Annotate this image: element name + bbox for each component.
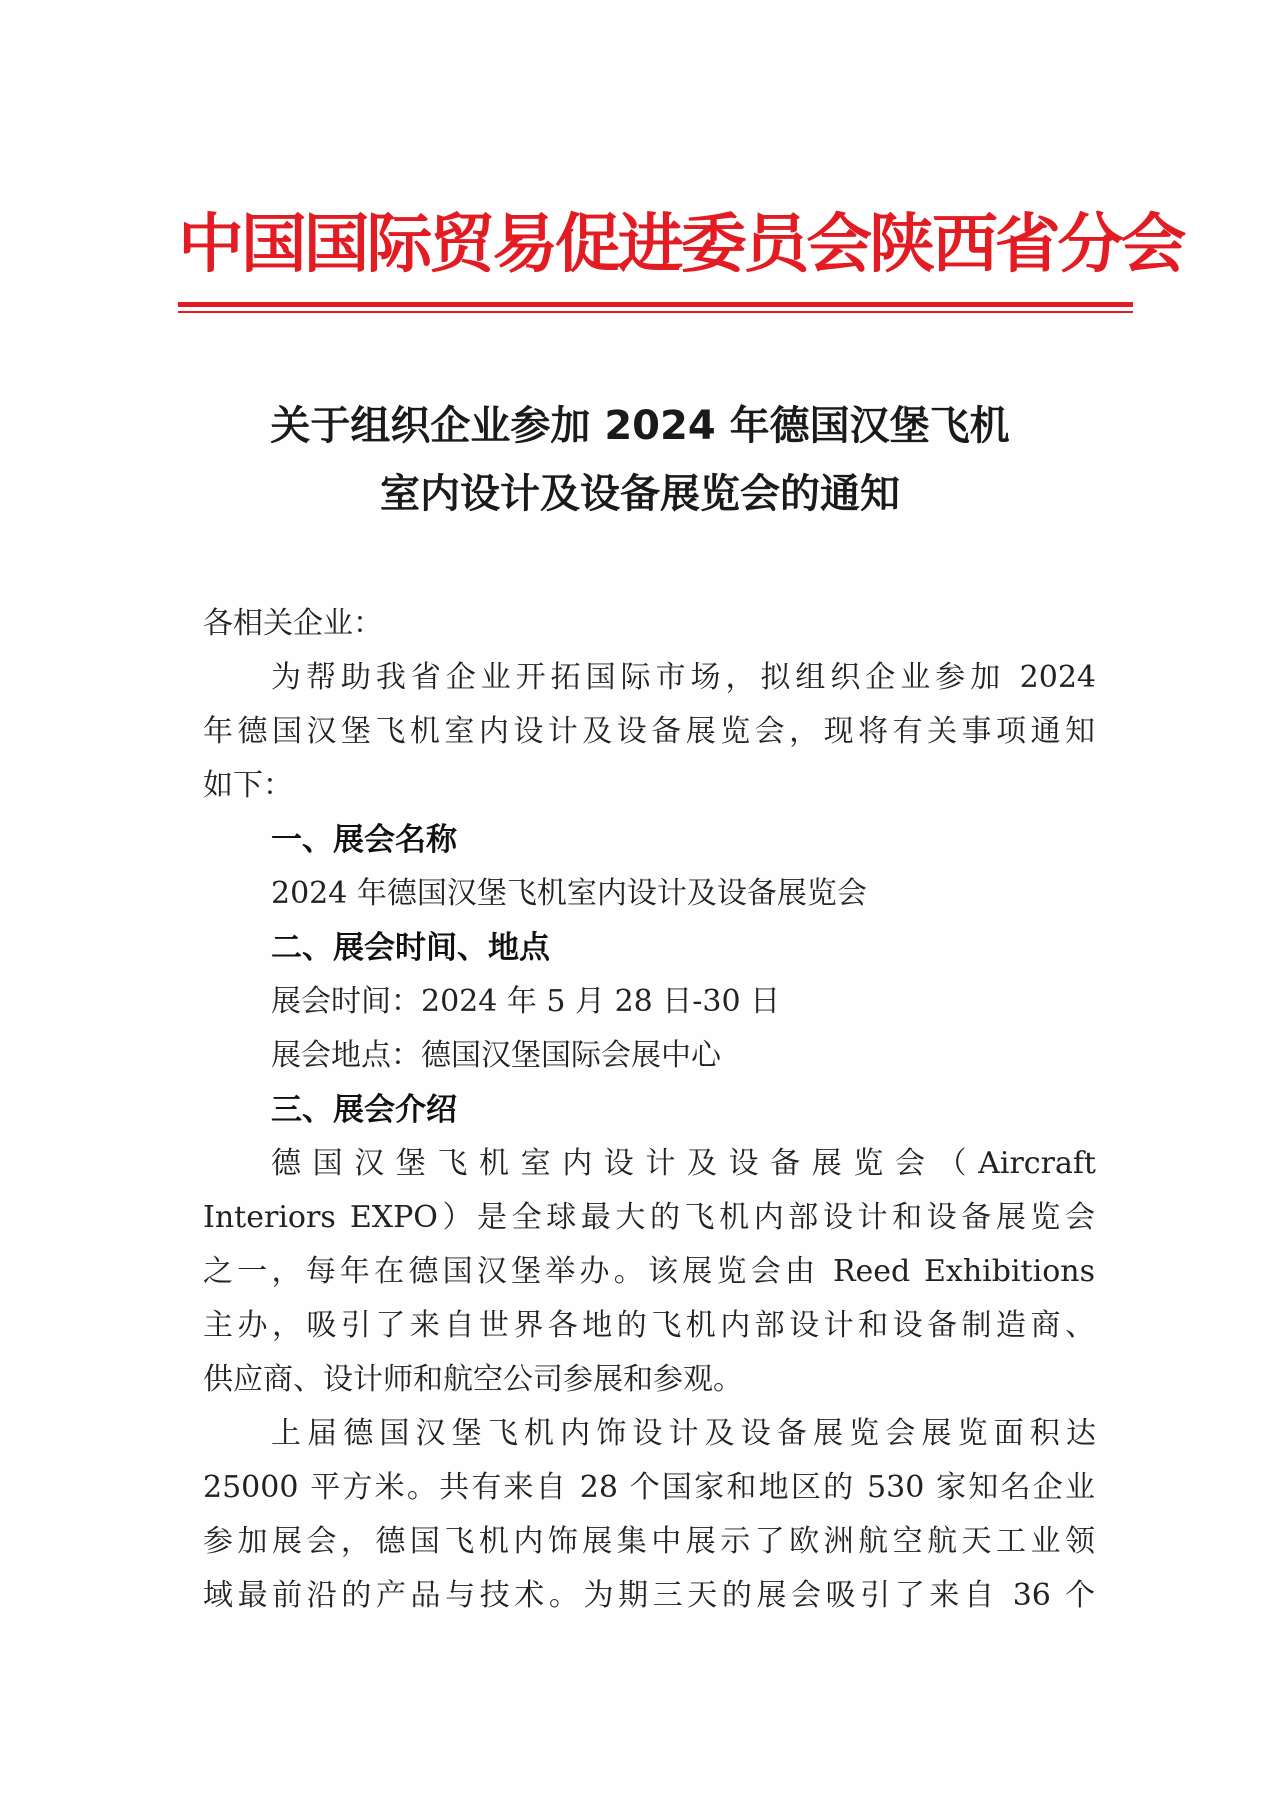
section-3-para-1-line-5: 供应商、设计师和航空公司参展和参观。 — [203, 1362, 743, 1397]
section-3-para-1-line-4: 主办，吸引了来自世界各地的飞机内部设计和设备制造商、 — [203, 1308, 1095, 1343]
letterhead-red-rule-thick — [178, 302, 1133, 307]
intro-line-3: 如下： — [203, 768, 293, 803]
intro-line-2: 年德国汉堡飞机室内设计及设备展览会，现将有关事项通知 — [203, 714, 1095, 749]
section-3-para-2-line-1: 上届德国汉堡飞机内饰设计及设备展览会展览面积达 — [271, 1416, 1096, 1451]
section-3-para-1-line-1: 德国汉堡飞机室内设计及设备展览会（Aircraft — [271, 1146, 1096, 1181]
section-3-para-1-line-2: Interiors EXPO）是全球最大的飞机内部设计和设备展览会 — [203, 1200, 1095, 1235]
salutation: 各相关企业： — [203, 606, 383, 641]
letterhead-organization: 中国国际贸易促进委员会陕西省分会 — [178, 207, 1184, 282]
section-2-place: 展会地点：德国汉堡国际会展中心 — [271, 1038, 721, 1073]
section-3-para-1-line-3: 之一，每年在德国汉堡举办。该展览会由 Reed Exhibitions — [203, 1254, 1095, 1289]
letterhead-red-rule-thin — [178, 311, 1133, 313]
section-2-time: 展会时间：2024 年 5 月 28 日-30 日 — [271, 984, 781, 1019]
section-3-para-2-line-4: 域最前沿的产品与技术。为期三天的展会吸引了来自 36 个 — [203, 1578, 1095, 1613]
section-3-para-2-line-2: 25000 平方米。共有来自 28 个国家和地区的 530 家知名企业 — [203, 1470, 1095, 1505]
section-2-heading: 二、展会时间、地点 — [271, 930, 550, 966]
document-title-line-2: 室内设计及设备展览会的通知 — [380, 471, 900, 517]
section-1-heading: 一、展会名称 — [271, 822, 457, 858]
section-3-para-2-line-3: 参加展会，德国飞机内饰展集中展示了欧洲航空航天工业领 — [203, 1524, 1095, 1559]
document-title-line-1: 关于组织企业参加 2024 年德国汉堡飞机 — [270, 403, 1010, 449]
section-3-heading: 三、展会介绍 — [271, 1092, 457, 1128]
section-1-text: 2024 年德国汉堡飞机室内设计及设备展览会 — [271, 876, 867, 911]
intro-line-1: 为帮助我省企业开拓国际市场，拟组织企业参加 2024 — [271, 660, 1096, 695]
